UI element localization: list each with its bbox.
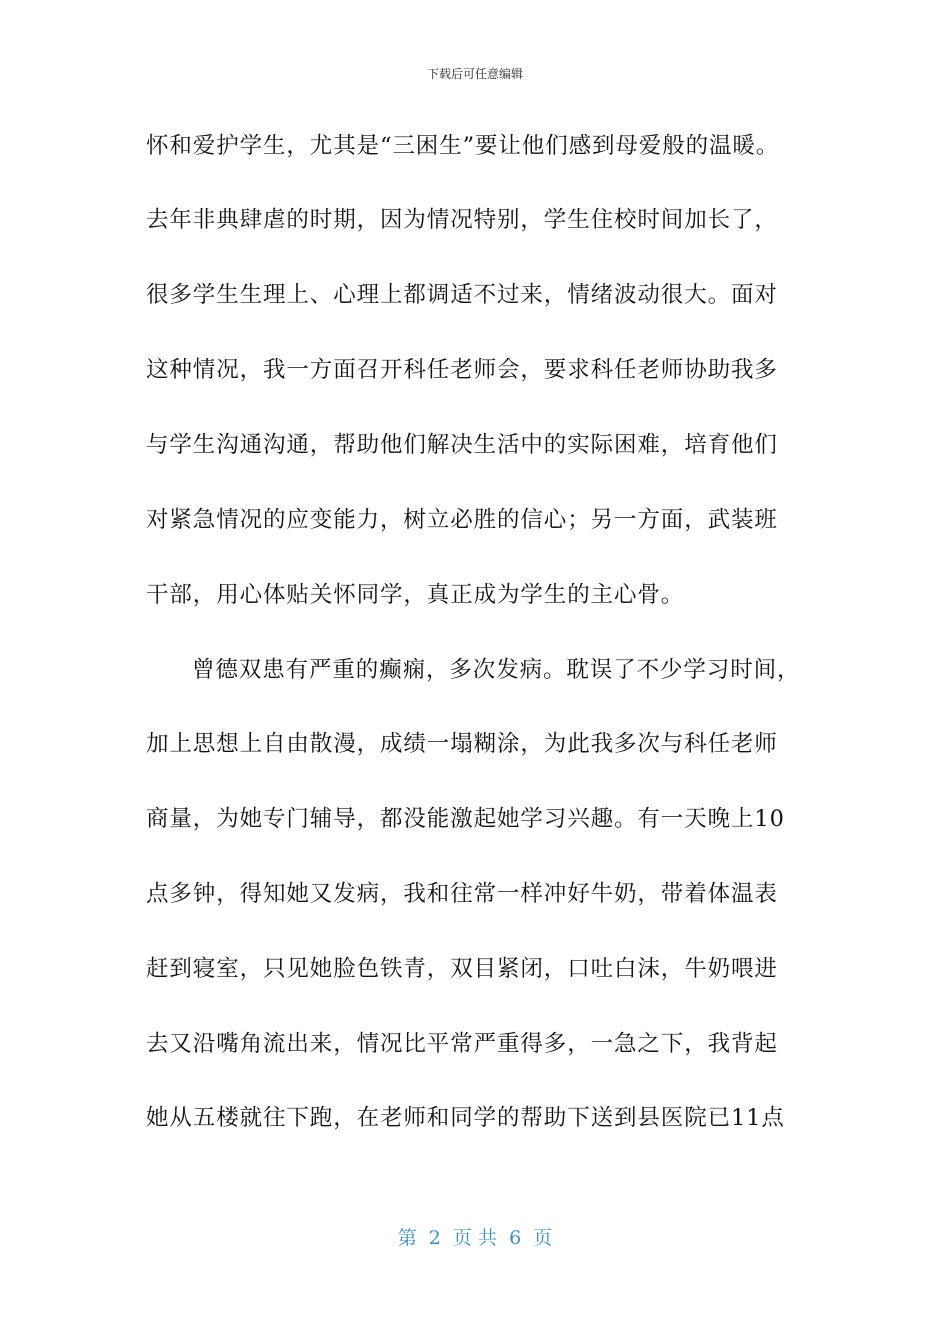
text-line: 商量，为她专门辅导，都没能激起她学习兴趣。有一天晚上10 <box>146 806 785 832</box>
text-line: 点多钟，得知她又发病，我和往常一样冲好牛奶，带着体温表 <box>146 881 778 907</box>
text-line: 怀和爱护学生，尤其是“三困生”要让他们感到母爱般的温暖。 <box>146 133 780 159</box>
text-line: 很多学生生理上、心理上都调适不过来，情绪波动很大。面对 <box>146 282 778 308</box>
page-number-footer: 第 2 页 共 6 页 <box>397 1227 553 1249</box>
text-line: 她从五楼就往下跑，在老师和同学的帮助下送到县医院已11点 <box>146 1105 785 1131</box>
text-line: 去又沿嘴角流出来，情况比平常严重得多，一急之下，我背起 <box>146 1031 778 1057</box>
text-line: 对紧急情况的应变能力，树立必胜的信心；另一方面，武装班 <box>146 507 778 533</box>
text-line: 干部，用心体贴关怀同学，真正成为学生的主心骨。 <box>146 582 685 608</box>
text-line: 与学生沟通沟通，帮助他们解决生活中的实际困难，培育他们 <box>146 432 778 458</box>
text-line: 这种情况，我一方面召开科任老师会，要求科任老师协助我多 <box>146 357 778 383</box>
paragraph-first-line: 曾德双患有严重的癫痫，多次发病。耽误了不少学习时间， <box>192 657 801 683</box>
text-line: 赶到寝室，只见她脸色铁青，双目紧闭，口吐白沫，牛奶喂进 <box>146 956 778 982</box>
text-line: 加上思想上自由散漫，成绩一塌糊涂，为此我多次与科任老师 <box>146 731 778 757</box>
text-line: 去年非典肆虐的时期，因为情况特别，学生住校时间加长了， <box>146 207 778 233</box>
page-header: 下载后可任意编辑 <box>426 67 523 81</box>
